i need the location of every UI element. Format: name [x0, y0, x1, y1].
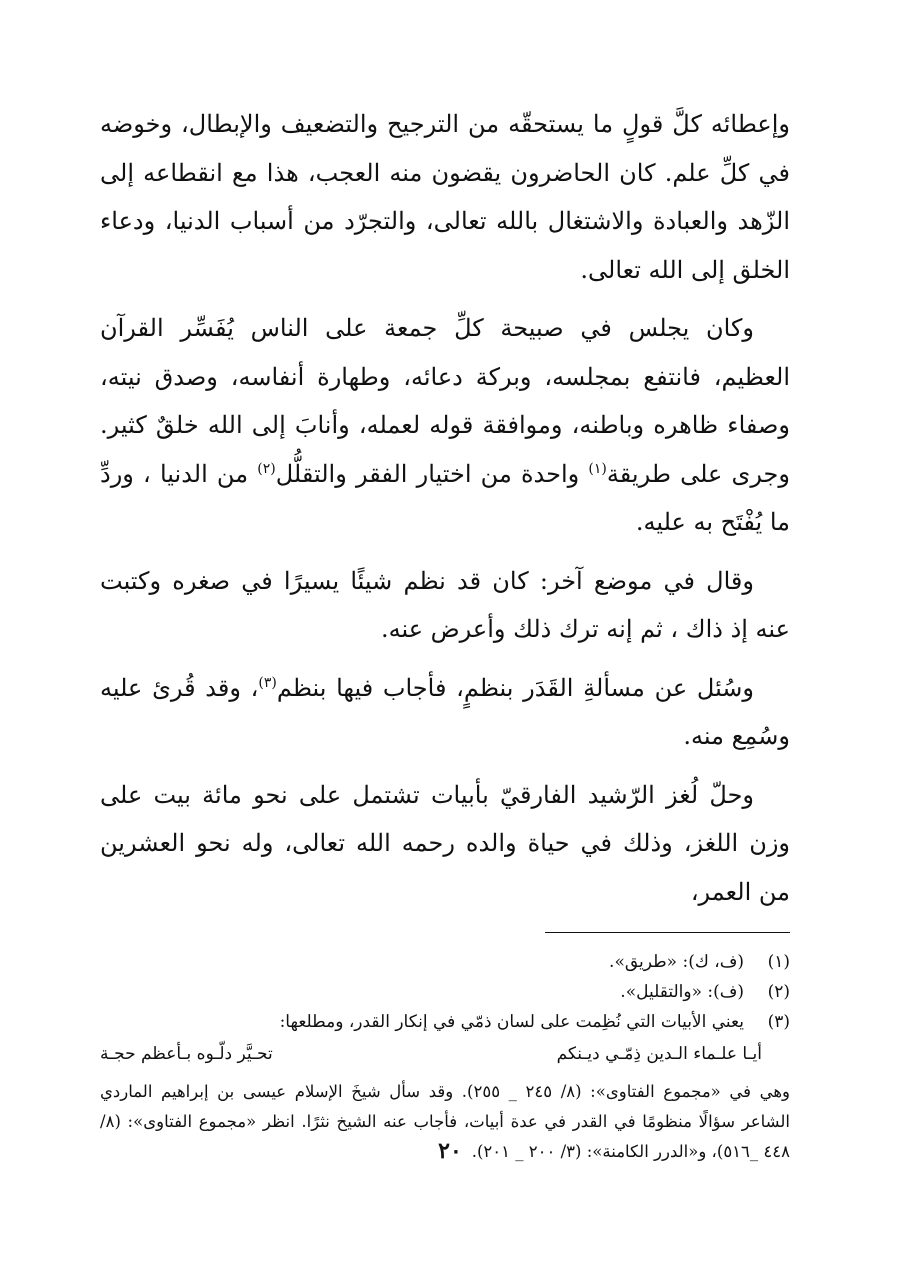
paragraph-text: وإعطائه كلَّ قولٍ ما يستحقّه من الترجيح والتضعيف والإبطال، وخوضه في كلِّ علم. كان الحاضرون يقضون منه العجب، هذا مع انقطاعه إلى الزّهد والعبادة والاشتغال بالله تعالى، والتجرّد من أسباب الدنيا، ودعاء الخلق إلى الله تعالى.: [100, 110, 790, 284]
verse-second-hemistich: تحـيَّر دلّـوه بـأعظم حجـة: [100, 1044, 273, 1064]
paragraph-text: ، وقد قُرئ عليه وسُمِع منه.: [100, 673, 790, 750]
verse-first-hemistich: أيـا علـماء الـدين ذِمّـي ديـنكم: [556, 1044, 762, 1064]
main-text: [100, 100, 790, 916]
paragraph-text: وقال في موضع آخر: كان قد نظم شيئًا يسيرًا في صغره وكتبت عنه إذ ذاك ، ثم إنه ترك ذلك وأعرض عنه.: [100, 566, 790, 643]
paragraph-text: وسُئل عن مسألةِ القَدَر بنظمٍ، فأجاب فيها بنظم: [276, 673, 755, 702]
footnote-3: [100, 1007, 790, 1037]
paragraph-3: [100, 557, 790, 654]
page-content: [100, 100, 790, 1210]
paragraph-text: وكان يجلس في صبيحة كلِّ جمعة على الناس يُفَسِّر القرآن العظيم، فانتفع بمجلسه، وبركة دعائه، وطهارة أنفاسه، وصدق نيته، وصفاء ظاهره وباطنه، وموافقة قوله لعمله، وأنابَ إلى الله خلقٌ كثير. وجرى على طريقة: [100, 314, 790, 488]
paragraph-2: [100, 304, 790, 547]
footnote-1: [100, 947, 790, 977]
paragraph-text: واحدة من اختيار الفقر والتقلُّل: [275, 459, 589, 488]
footnote-text: (ف): «والتقليل».: [620, 982, 744, 1002]
footnote-ref-2[interactable]: (٢): [257, 460, 276, 477]
footnote-separator: [545, 932, 790, 933]
footnote-ref-3[interactable]: (٣): [258, 674, 277, 691]
paragraph-1: [100, 100, 790, 294]
paragraph-text: وحلّ لُغز الرّشيد الفارقيّ بأبيات تشتمل على نحو مائة بيت على وزن اللغز، وذلك في حياة والده رحمه الله تعالى، وله نحو العشرين من العمر،: [100, 780, 790, 906]
footnote-number: (١): [767, 952, 790, 972]
poem-verse: [100, 1039, 790, 1069]
footnote-text: يعني الأبيات التي نُظِمت على لسان ذمّي في إنكار القدر، ومطلعها:: [279, 1012, 744, 1032]
paragraph-5: [100, 771, 790, 917]
page-number: ٢٠: [438, 1138, 462, 1164]
footnote-text: (ف، ك): «طريق».: [609, 952, 744, 972]
footnote-number: (٣): [767, 1012, 790, 1032]
footnote-2: [100, 977, 790, 1007]
footnotes: [100, 947, 790, 1167]
footnote-number: (٢): [767, 982, 790, 1002]
footnote-continuation: وهي في «مجموع الفتاوى»: (٨/ ٢٤٥ _ ٢٥٥). وقد سأل شيخَ الإسلام عيسى بن إبراهيم الماردي الشاعر سؤالًا منظومًا في القدر في عدة أبيات، فأجاب عنه الشيخ نثرًا. انظر «مجموع الفتاوى»: (٨/ ٤٤٨ _٥١٦)، و«الدرر الكامنة»: (٣/ ٢٠٠ _ ٢٠١).: [100, 1082, 790, 1161]
paragraph-text: من الدنيا ، وردِّ ما يُفْتَح به عليه.: [100, 459, 790, 536]
footnote-ref-1[interactable]: (١): [588, 460, 607, 477]
paragraph-4: [100, 664, 790, 761]
